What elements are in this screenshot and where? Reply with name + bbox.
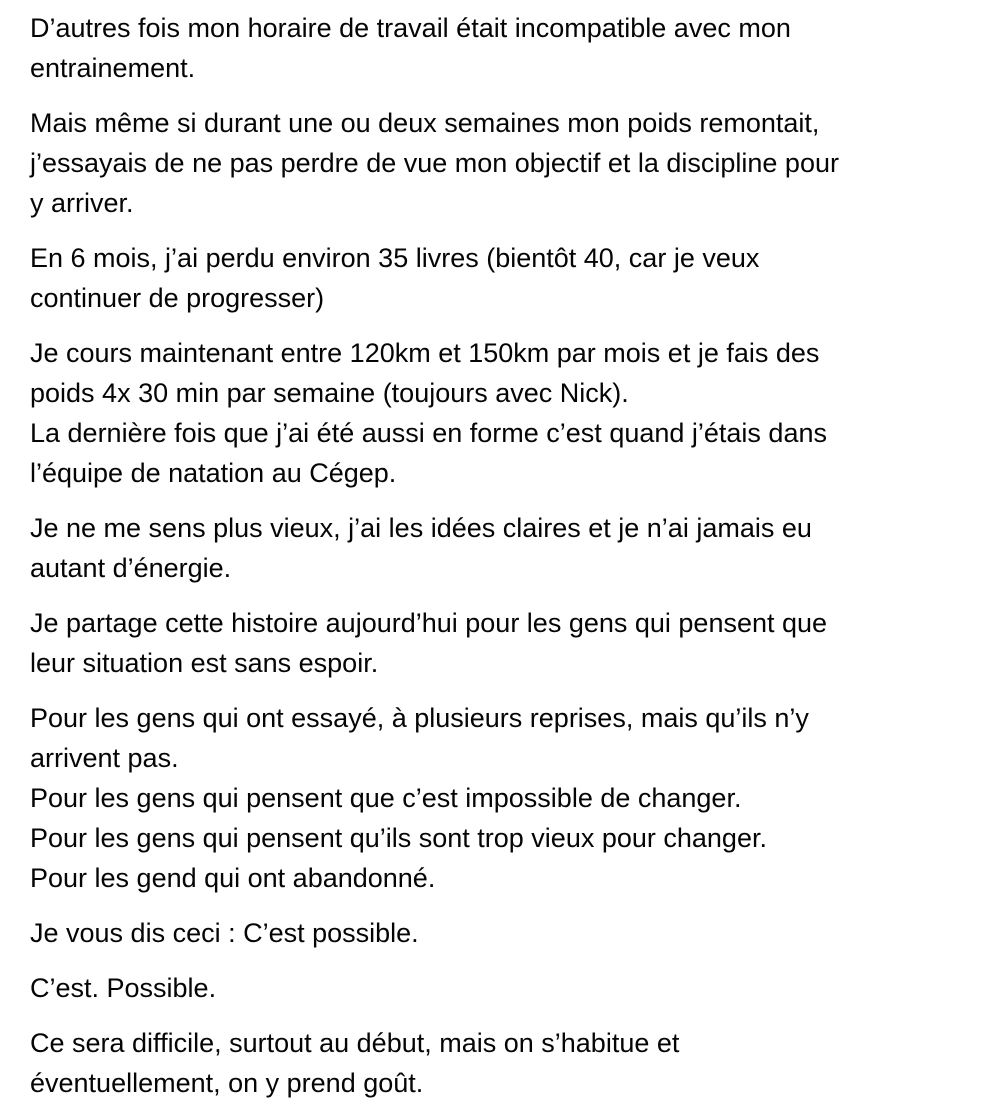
post-paragraph — [30, 333, 970, 493]
post-paragraph — [30, 913, 970, 953]
text-line: Pour les gend qui ont abandonné. — [30, 863, 436, 893]
text-line: Je ne me sens plus vieux, j’ai les idées claires et je n’ai jamais eu — [30, 513, 812, 543]
text-line: continuer de progresser) — [30, 283, 325, 313]
post-paragraph — [30, 603, 970, 683]
text-line: Pour les gens qui pensent que c’est impossible de changer. — [30, 783, 742, 813]
post-body — [30, 8, 970, 1118]
text-line: poids 4x 30 min par semaine (toujours avec Nick). — [30, 378, 629, 408]
text-line: Je partage cette histoire aujourd’hui pour les gens qui pensent que — [30, 608, 828, 638]
post-paragraph — [30, 698, 970, 898]
text-line: autant d’énergie. — [30, 553, 232, 583]
text-line: éventuellement, on y prend goût. — [30, 1068, 424, 1098]
text-line: l’équipe de natation au Cégep. — [30, 458, 397, 488]
text-line: arrivent pas. — [30, 743, 179, 773]
text-line: Pour les gens qui ont essayé, à plusieurs reprises, mais qu’ils n’y — [30, 703, 809, 733]
post-paragraph — [30, 508, 970, 588]
post-paragraph — [30, 968, 970, 1008]
text-line: D’autres fois mon horaire de travail était incompatible avec mon — [30, 13, 791, 43]
text-line: y arriver. — [30, 188, 134, 218]
text-line: Je cours maintenant entre 120km et 150km par mois et je fais des — [30, 338, 820, 368]
text-line: j’essayais de ne pas perdre de vue mon objectif et la discipline pour — [30, 148, 839, 178]
text-line: Je vous dis ceci : C’est possible. — [30, 918, 419, 948]
post-paragraph — [30, 1023, 970, 1103]
text-line: C’est. Possible. — [30, 973, 217, 1003]
text-line: leur situation est sans espoir. — [30, 648, 379, 678]
text-line: Ce sera difficile, surtout au début, mais on s’habitue et — [30, 1028, 680, 1058]
text-line: La dernière fois que j’ai été aussi en forme c’est quand j’étais dans — [30, 418, 827, 448]
post-paragraph — [30, 238, 970, 318]
text-line: entrainement. — [30, 53, 196, 83]
text-line: Pour les gens qui pensent qu’ils sont trop vieux pour changer. — [30, 823, 767, 853]
text-line: Mais même si durant une ou deux semaines mon poids remontait, — [30, 108, 820, 138]
text-line: En 6 mois, j’ai perdu environ 35 livres (bientôt 40, car je veux — [30, 243, 760, 273]
post-paragraph — [30, 8, 970, 88]
post-paragraph — [30, 103, 970, 223]
